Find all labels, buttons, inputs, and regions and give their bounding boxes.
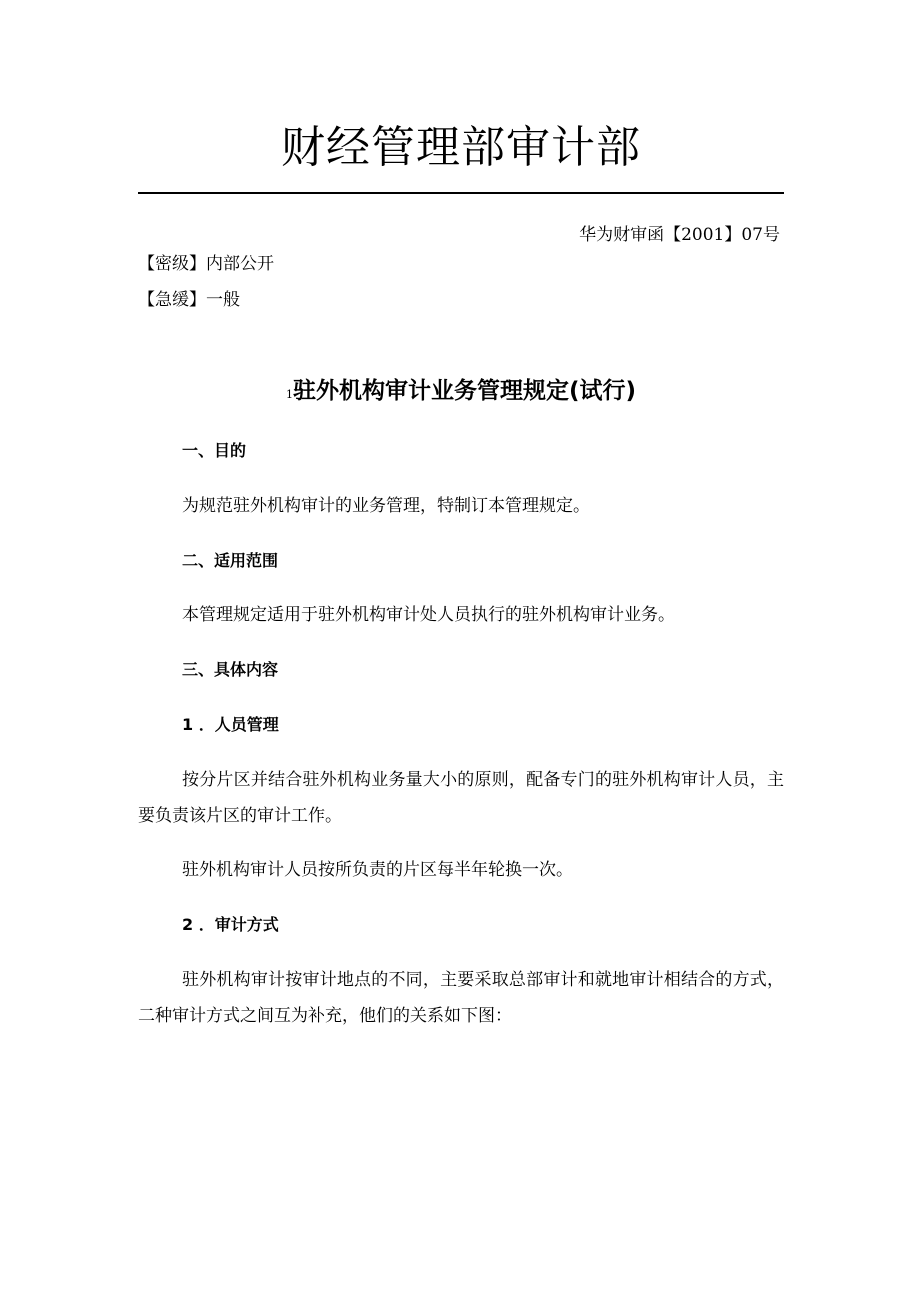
section-text-purpose: 为规范驻外机构审计的业务管理，特制订本管理规定。 (182, 496, 590, 516)
section-heading-purpose: 一、目的 (182, 441, 247, 460)
section-heading-scope: 二、适用范围 (182, 551, 279, 570)
paragraph-staff-1: 按分片区并结合驻外机构业务量大小的原则，配备专门的驻外机构审计人员，主要负责该片区的审计工作。 (138, 770, 784, 826)
org-title: 财经管理部审计部 (281, 122, 641, 173)
paragraph-method-1: 驻外机构审计按审计地点的不同，主要采取总部审计和就地审计相结合的方式，二种审计方式之间互为补充，他们的关系如下图： (138, 970, 784, 1026)
document-title-text: 驻外机构审计业务管理规定(试行) (292, 378, 637, 404)
urgency-level: 【急缓】一般 (138, 290, 240, 310)
paragraph-staff-2: 驻外机构审计人员按所负责的片区每半年轮换一次。 (182, 860, 573, 880)
section-heading-content: 三、具体内容 (182, 660, 279, 679)
subsection-heading-staff: 1 ．人员管理 (182, 715, 279, 734)
footnote-mark: 1 (285, 388, 293, 401)
document-number: 华为财审函【2001】07号 (579, 225, 780, 245)
document-title (138, 375, 784, 411)
subsection-heading-method: 2 ．审计方式 (182, 915, 279, 934)
section-text-scope: 本管理规定适用于驻外机构审计处人员执行的驻外机构审计业务。 (182, 605, 675, 625)
secrecy-level: 【密级】内部公开 (138, 254, 274, 274)
title-divider (138, 192, 784, 194)
